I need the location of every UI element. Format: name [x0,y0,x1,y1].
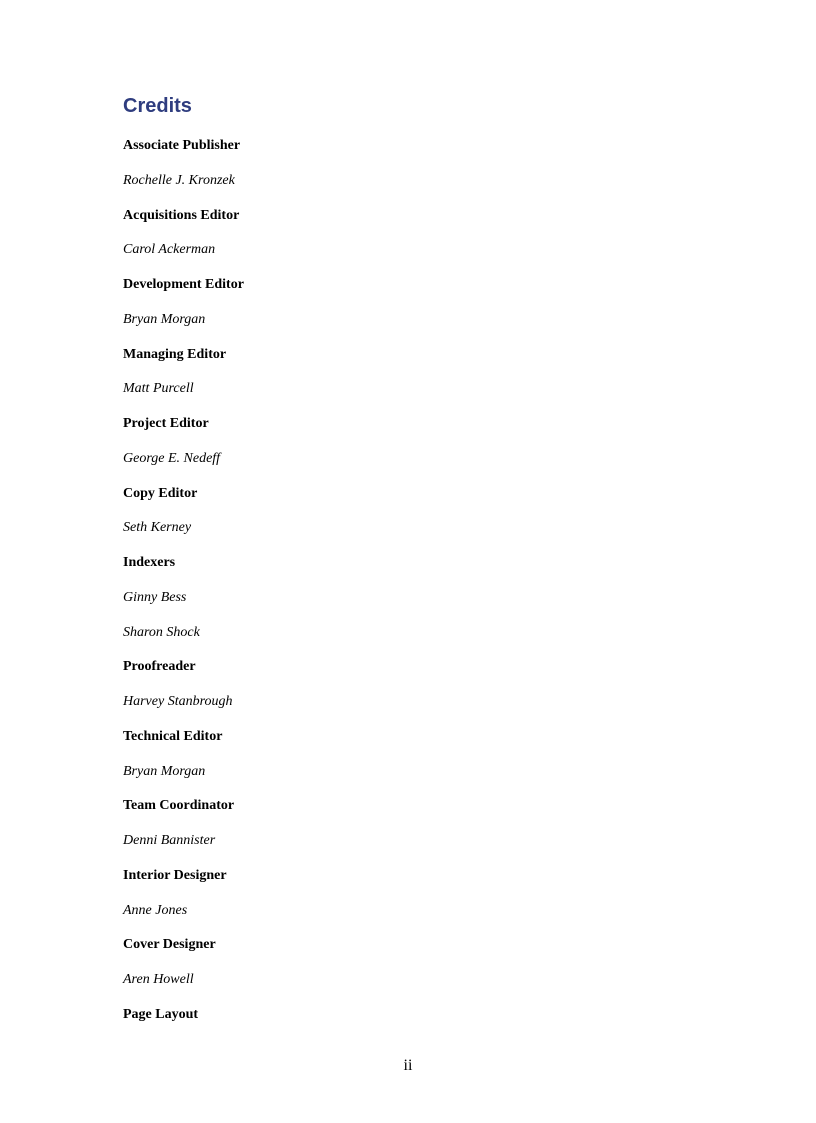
page-title: Credits [123,95,192,117]
credit-name: Bryan Morgan [123,763,206,779]
credit-name: Ginny Bess [123,589,187,605]
credit-name: Anne Jones [123,902,188,918]
credit-role: Team Coordinator [123,798,235,814]
credit-role: Copy Editor [123,485,198,501]
credits-list [123,136,244,1040]
credit-role: Indexers [123,555,176,570]
credit-role: Associate Publisher [123,138,241,153]
credit-name: Bryan Morgan [123,311,206,327]
credit-role: Managing Editor [123,346,227,362]
credit-name: Aren Howell [123,972,194,987]
credit-name: Denni Bannister [123,833,216,848]
credit-name: Seth Kerney [123,520,192,536]
credit-name: George E. Nedeff [123,450,221,466]
credit-name: Rochelle J. Kronzek [123,172,235,188]
credit-role: Interior Designer [123,867,227,883]
credit-name: Matt Purcell [123,381,194,397]
credit-role: Page Layout [123,1006,199,1022]
credit-role: Development Editor [123,277,244,292]
credit-role: Project Editor [123,416,209,431]
credit-role: Acquisitions Editor [123,207,240,223]
credit-name: Carol Ackerman [123,242,216,258]
credit-role: Cover Designer [123,937,216,953]
credit-role: Technical Editor [123,728,223,744]
credit-name: Sharon Shock [123,624,200,640]
page-number: ii [403,1057,413,1074]
credit-name: Harvey Stanbrough [123,694,233,709]
credit-role: Proofreader [123,659,196,675]
